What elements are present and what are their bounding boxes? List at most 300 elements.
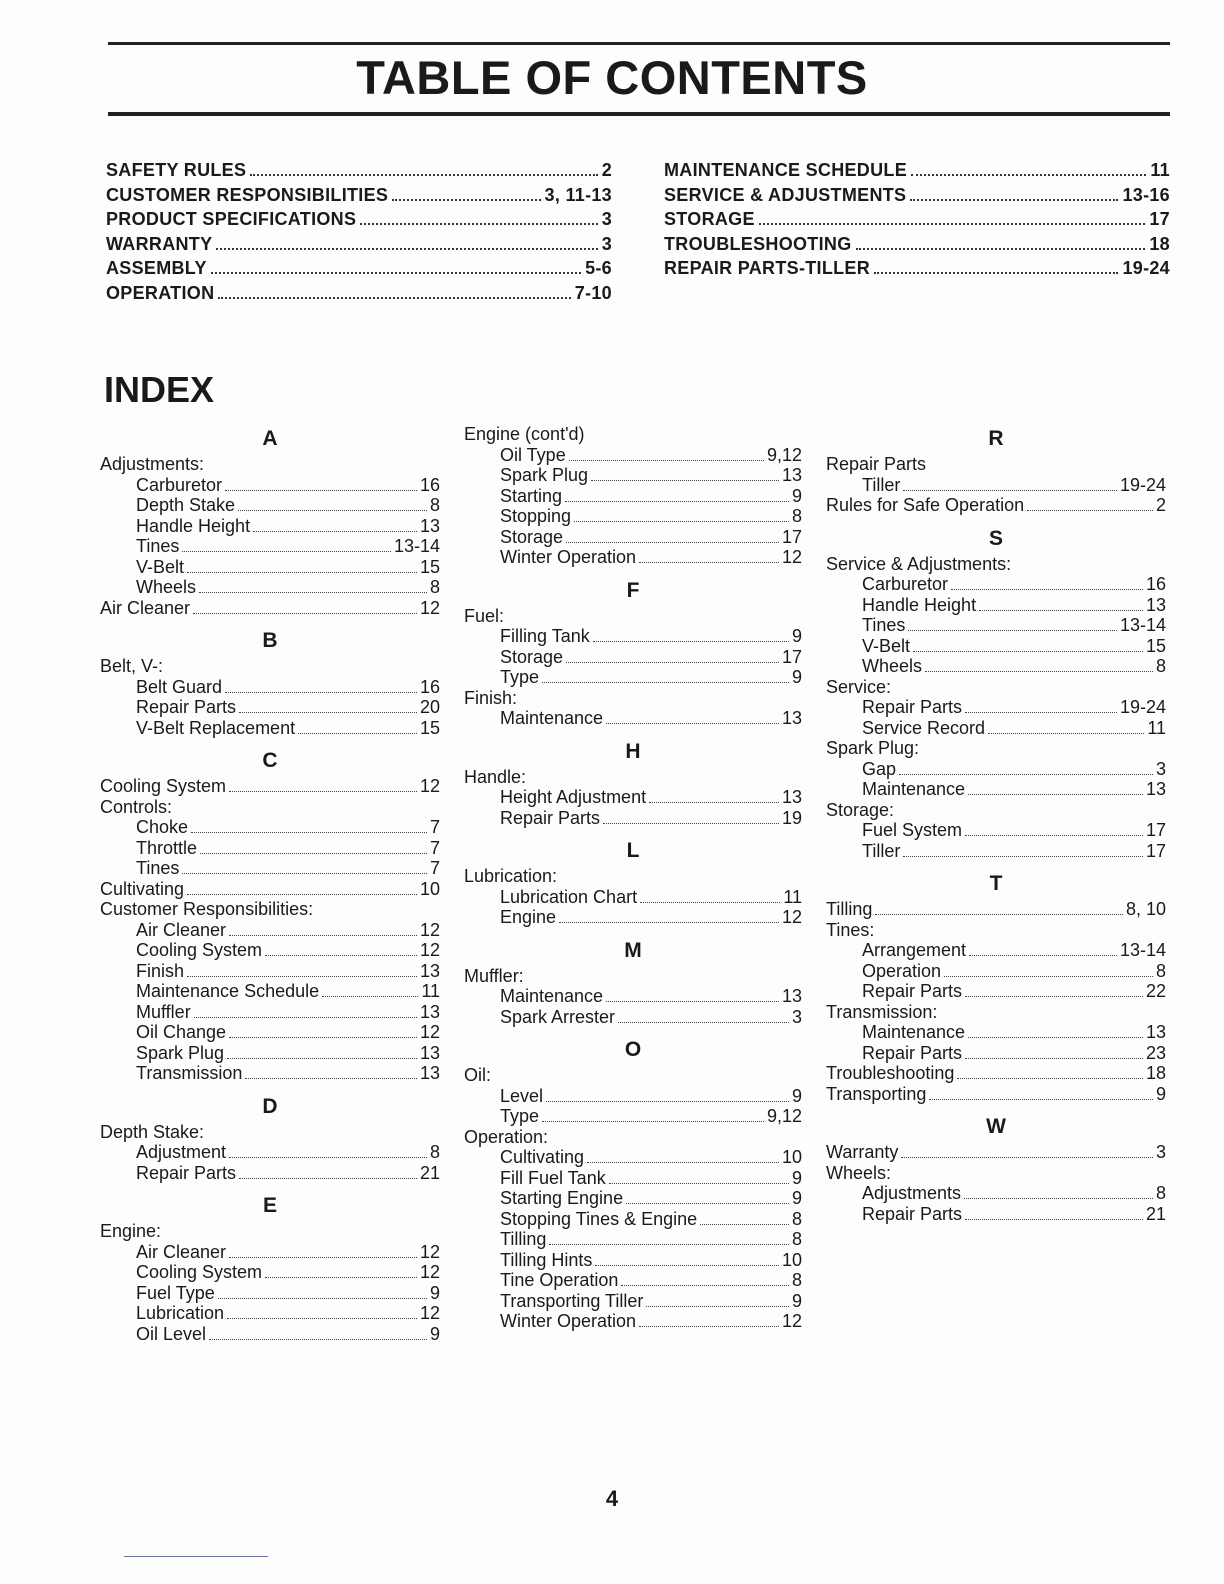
- index-entry-page: 9: [791, 1188, 802, 1208]
- index-entry[interactable]: [100, 776, 440, 797]
- index-entry[interactable]: [826, 1043, 1166, 1064]
- index-entry-page: 3: [791, 1006, 802, 1027]
- dot-leader: [229, 1257, 417, 1258]
- dot-leader: [566, 542, 779, 543]
- index-entry[interactable]: [100, 838, 440, 859]
- index-entry-label: Level: [500, 1085, 544, 1106]
- dot-leader: [965, 835, 1143, 836]
- dot-leader: [911, 174, 1146, 176]
- index-entry[interactable]: [100, 557, 440, 578]
- dot-leader: [606, 723, 779, 724]
- index-entry-label: Handle Height: [862, 594, 977, 615]
- dot-leader: [238, 510, 427, 511]
- index-entry-page: 13: [1145, 1022, 1166, 1042]
- index-entry-label: Arrangement: [862, 940, 967, 960]
- toc-entry-page: 19-24: [1122, 258, 1170, 278]
- index-entry-page: 12: [419, 1262, 440, 1282]
- index-entry-label: Height Adjustment: [500, 787, 647, 807]
- index-entry[interactable]: [100, 1022, 440, 1043]
- toc-entry[interactable]: [106, 283, 612, 308]
- index-entry[interactable]: [464, 1209, 802, 1230]
- index-entry-label: Maintenance Schedule: [136, 981, 320, 1001]
- index-entry[interactable]: [826, 1022, 1166, 1043]
- index-entry[interactable]: [826, 940, 1166, 961]
- index-entry-label: Muffler: [136, 1001, 191, 1022]
- dot-leader: [229, 935, 417, 936]
- index-entry[interactable]: [100, 817, 440, 838]
- index-entry[interactable]: [100, 475, 440, 496]
- index-entry-page: 13: [781, 708, 802, 728]
- dot-leader: [250, 174, 597, 176]
- index-entry-label: Cooling System: [136, 1262, 263, 1282]
- dot-leader: [944, 976, 1153, 977]
- index-entry-page: 13-14: [1119, 940, 1166, 960]
- index-entry-label: Operation: [862, 960, 942, 981]
- index-entry: [464, 767, 802, 788]
- index-entry[interactable]: [826, 1183, 1166, 1204]
- dot-leader: [199, 592, 427, 593]
- index-entry-page: 12: [419, 776, 440, 796]
- index-entry[interactable]: [464, 1188, 802, 1209]
- dot-leader: [609, 1183, 789, 1184]
- dot-leader: [910, 199, 1118, 201]
- index-entry[interactable]: [464, 1311, 802, 1332]
- index-entry[interactable]: [464, 486, 802, 507]
- index-entry[interactable]: [826, 1142, 1166, 1163]
- toc-entry-page: 3: [601, 209, 612, 229]
- index-entry: [100, 1221, 440, 1242]
- index-entry[interactable]: [464, 787, 802, 808]
- dot-leader: [593, 641, 789, 642]
- toc-entry-page: 13-16: [1122, 184, 1170, 205]
- dot-leader: [392, 199, 540, 201]
- index-entry[interactable]: [100, 677, 440, 698]
- index-entry[interactable]: [100, 577, 440, 598]
- index-entry-page: 8: [429, 495, 440, 515]
- index-entry-label: Oil Level: [136, 1323, 207, 1344]
- index-entry[interactable]: [100, 697, 440, 718]
- dot-leader: [649, 802, 779, 803]
- index-entry[interactable]: [464, 986, 802, 1007]
- dot-leader: [227, 1058, 417, 1059]
- index-entry-label: Repair Parts: [136, 1162, 237, 1183]
- index-entry[interactable]: [826, 1204, 1166, 1225]
- toc-entry[interactable]: [106, 234, 612, 259]
- toc-entry[interactable]: [664, 209, 1170, 234]
- index-entry-page: 12: [419, 940, 440, 960]
- index-entry-label: Wheels: [862, 656, 923, 676]
- index-entry-label: Cooling System: [136, 940, 263, 960]
- index-entry[interactable]: [464, 1106, 802, 1127]
- toc-entry[interactable]: [664, 160, 1170, 185]
- index-entry-label: Tines:: [826, 919, 875, 940]
- index-entry-page: 13: [781, 465, 802, 485]
- index-entry-page: 12: [781, 1311, 802, 1331]
- index-entry-page: 8: [791, 1270, 802, 1290]
- dot-leader: [968, 1037, 1143, 1038]
- dot-leader: [621, 1285, 789, 1286]
- index-section-letter: F: [626, 578, 640, 602]
- index-heading: INDEX: [104, 369, 215, 410]
- index-entry[interactable]: [464, 1168, 802, 1189]
- dot-leader: [899, 774, 1153, 775]
- index-entry-label: Cooling System: [100, 776, 227, 796]
- index-entry-label: Fuel System: [862, 820, 963, 840]
- index-entry[interactable]: [100, 1283, 440, 1304]
- top-rule: [108, 42, 1170, 45]
- index-entry-label: Operation:: [464, 1126, 549, 1147]
- index-entry[interactable]: [826, 574, 1166, 595]
- index-entry-label: Oil Change: [136, 1022, 227, 1042]
- index-entry-label: Spark Plug: [136, 1042, 225, 1063]
- index-entry-page: 8: [1155, 1183, 1166, 1203]
- index-entry[interactable]: [464, 1291, 802, 1312]
- index-entry-page: 10: [419, 878, 440, 899]
- toc-right-column: [664, 160, 1170, 283]
- index-entry-label: Storage: [500, 646, 564, 667]
- index-entry[interactable]: [464, 647, 802, 668]
- index-entry-page: 9: [791, 1290, 802, 1311]
- index-entry-label: Transporting Tiller: [500, 1290, 644, 1311]
- dot-leader: [639, 1326, 779, 1327]
- index-entry-label: Carburetor: [862, 574, 949, 594]
- index-entry-page: 9: [429, 1282, 440, 1303]
- index-entry-label: Transmission:: [826, 1001, 938, 1022]
- index-entry[interactable]: [826, 615, 1166, 636]
- index-entry-label: Choke: [136, 817, 189, 837]
- index-entry[interactable]: [100, 718, 440, 739]
- index-entry[interactable]: [100, 858, 440, 879]
- toc-entry[interactable]: [664, 185, 1170, 210]
- index-entry[interactable]: [100, 1063, 440, 1084]
- index-entry-page: 19-24: [1119, 474, 1166, 495]
- index-entry-label: Repair Parts: [862, 1203, 963, 1224]
- toc-entry-label: PRODUCT SPECIFICATIONS: [106, 209, 357, 229]
- dot-leader: [245, 1078, 417, 1079]
- index-entry[interactable]: [464, 667, 802, 688]
- index-entry-label: Warranty: [826, 1142, 899, 1162]
- index-entry[interactable]: [826, 697, 1166, 718]
- index-entry[interactable]: [100, 1303, 440, 1324]
- index-entry-label: Repair Parts: [136, 697, 237, 717]
- index-entry-page: 21: [419, 1162, 440, 1183]
- index-entry-page: 9: [791, 1085, 802, 1106]
- index-entry[interactable]: [826, 1084, 1166, 1105]
- toc-entry-label: ASSEMBLY: [106, 258, 207, 278]
- dot-leader: [969, 955, 1117, 956]
- index-entry-page: 13: [781, 787, 802, 807]
- index-entry-page: 15: [1145, 635, 1166, 656]
- index-entry[interactable]: [100, 920, 440, 941]
- index-section-letter: L: [626, 839, 640, 862]
- index-entry[interactable]: [464, 1250, 802, 1271]
- index-entry[interactable]: [826, 656, 1166, 677]
- index-entry[interactable]: [100, 1324, 440, 1345]
- index-entry[interactable]: [100, 879, 440, 900]
- index-entry[interactable]: [100, 940, 440, 961]
- index-entry-page: 9: [791, 1167, 802, 1188]
- index-section-letter: A: [262, 427, 278, 450]
- index-entry-label: Repair Parts: [500, 807, 601, 828]
- index-entry-page: 17: [1145, 840, 1166, 861]
- index-entry-label: Maintenance: [862, 1022, 966, 1042]
- index-entry-label: Adjustment: [136, 1142, 227, 1162]
- dot-leader: [209, 1339, 427, 1340]
- index-entry[interactable]: [464, 887, 802, 908]
- index-entry: [826, 920, 1166, 941]
- index-entry[interactable]: [100, 536, 440, 557]
- dot-leader: [225, 692, 417, 693]
- dot-leader: [566, 662, 779, 663]
- page-number: 4: [605, 1486, 619, 1511]
- index-entry[interactable]: [826, 820, 1166, 841]
- dot-leader: [1027, 510, 1153, 511]
- index-entry[interactable]: [100, 1002, 440, 1023]
- dot-leader: [542, 682, 789, 683]
- index-entry-page: 20: [419, 697, 440, 717]
- index-entry[interactable]: [100, 516, 440, 537]
- index-entry[interactable]: [100, 961, 440, 982]
- index-entry[interactable]: [826, 1063, 1166, 1084]
- index-entry-label: Troubleshooting: [826, 1063, 955, 1083]
- index-entry[interactable]: [464, 465, 802, 486]
- index-entry-label: Handle Height: [136, 515, 251, 536]
- index-entry[interactable]: [100, 1262, 440, 1283]
- dot-leader: [929, 1099, 1153, 1100]
- dot-leader: [603, 823, 779, 824]
- dot-leader: [908, 630, 1117, 631]
- toc-entry[interactable]: [664, 234, 1170, 259]
- dot-leader: [965, 712, 1117, 713]
- index-entry-label: Tines: [136, 858, 180, 878]
- index-entry-label: Type: [500, 1106, 540, 1126]
- index-entry-label: Service:: [826, 676, 892, 697]
- index-entry-label: Engine (cont'd): [464, 424, 585, 444]
- index-section-letter: H: [625, 739, 641, 763]
- index-entry-label: Air Cleaner: [100, 597, 191, 618]
- index-entry-page: 8: [429, 577, 440, 597]
- index-entry-page: 13: [1145, 779, 1166, 799]
- index-entry-label: Starting Engine: [500, 1188, 624, 1208]
- index-entry[interactable]: [826, 841, 1166, 862]
- dot-leader: [925, 671, 1153, 672]
- index-section-letter: S: [988, 526, 1003, 550]
- index-entry[interactable]: [464, 1086, 802, 1107]
- dot-leader: [618, 1022, 789, 1023]
- index-entry-label: Customer Responsibilities:: [100, 899, 314, 919]
- index-entry[interactable]: [464, 445, 802, 466]
- index-entry-page: 9,12: [766, 444, 802, 465]
- dot-leader: [549, 1244, 789, 1245]
- index-entry[interactable]: [464, 1007, 802, 1028]
- dot-leader: [565, 501, 789, 502]
- index-entry-label: V-Belt: [862, 635, 911, 656]
- index-entry-page: 13: [1145, 594, 1166, 615]
- index-entry[interactable]: [826, 961, 1166, 982]
- index-entry[interactable]: [100, 495, 440, 516]
- index-column-2: [464, 424, 802, 1332]
- dot-leader: [626, 1203, 789, 1204]
- index-entry-label: Lubrication:: [464, 866, 558, 886]
- toc-entry-label: WARRANTY: [106, 233, 213, 254]
- index-entry[interactable]: [826, 759, 1166, 780]
- index-entry-label: Spark Plug:: [826, 738, 920, 758]
- dot-leader: [218, 297, 570, 299]
- index-entry: [464, 1065, 802, 1086]
- index-section-letter: E: [262, 1194, 277, 1217]
- toc-entry-page: 3: [601, 233, 612, 254]
- index-entry-page: 7: [429, 858, 440, 878]
- index-entry-label: Tiller: [862, 840, 901, 861]
- toc-entry-page: 17: [1149, 209, 1170, 229]
- dot-leader: [957, 1078, 1143, 1079]
- index-entry-label: Adjustments:: [100, 454, 205, 474]
- index-entry-label: Handle:: [464, 766, 527, 787]
- index-entry: [100, 454, 440, 475]
- index-entry-page: 10: [781, 1249, 802, 1270]
- dot-leader: [229, 1157, 427, 1158]
- dot-leader: [875, 914, 1123, 915]
- index-entry[interactable]: [464, 547, 802, 568]
- index-entry[interactable]: [464, 808, 802, 829]
- index-entry-label: Storage: [500, 526, 564, 547]
- index-entry[interactable]: [464, 527, 802, 548]
- dot-leader: [265, 955, 417, 956]
- index-entry-label: Controls:: [100, 796, 173, 817]
- index-entry[interactable]: [464, 1270, 802, 1291]
- index-entry[interactable]: [826, 495, 1166, 516]
- index-entry-label: Air Cleaner: [136, 1241, 227, 1262]
- index-entry-label: Starting: [500, 485, 563, 506]
- title-underline: [108, 112, 1170, 116]
- dot-leader: [759, 223, 1146, 225]
- index-entry[interactable]: [100, 1242, 440, 1263]
- index-entry: [100, 899, 440, 920]
- index-entry[interactable]: [464, 708, 802, 729]
- index-entry[interactable]: [826, 475, 1166, 496]
- index-entry-page: 17: [781, 526, 802, 547]
- toc-left-column: [106, 160, 612, 307]
- index-column-1: [100, 424, 440, 1344]
- index-entry-page: 11: [1147, 717, 1166, 738]
- index-entry-page: 13: [419, 1042, 440, 1063]
- index-entry-label: Maintenance: [862, 779, 966, 799]
- dot-leader: [979, 610, 1143, 611]
- toc-entry[interactable]: [664, 258, 1170, 283]
- index-entry[interactable]: [100, 981, 440, 1002]
- index-section-letter: T: [989, 872, 1003, 895]
- index-entry-label: Maintenance: [500, 708, 604, 728]
- toc-entry-label: MAINTENANCE SCHEDULE: [664, 160, 908, 180]
- toc-entry[interactable]: [106, 185, 612, 210]
- index-entry-page: 8: [429, 1142, 440, 1162]
- index-entry-label: Cultivating: [500, 1147, 585, 1167]
- dot-leader: [265, 1277, 417, 1278]
- index-entry[interactable]: [464, 1229, 802, 1250]
- index-entry-page: 12: [419, 919, 440, 940]
- index-entry-label: Stopping: [500, 506, 572, 526]
- index-entry-page: 9,12: [766, 1106, 802, 1126]
- toc-entry[interactable]: [106, 160, 612, 185]
- index-entry-label: Winter Operation: [500, 547, 637, 567]
- index-entry-label: Carburetor: [136, 474, 223, 495]
- index-entry-label: Type: [500, 667, 540, 687]
- index-entry: [464, 966, 802, 987]
- index-entry[interactable]: [464, 506, 802, 527]
- dot-leader: [874, 272, 1118, 274]
- toc-entry-label: SAFETY RULES: [106, 160, 247, 180]
- index-section-letter: B: [262, 629, 278, 652]
- index-entry[interactable]: [826, 779, 1166, 800]
- dot-leader: [194, 1017, 417, 1018]
- index-entry-page: 9: [791, 667, 802, 687]
- toc-entry[interactable]: [106, 258, 612, 283]
- index-entry-page: 19-24: [1119, 697, 1166, 717]
- index-entry-page: 3: [1155, 1142, 1166, 1162]
- index-entry-page: 21: [1145, 1203, 1166, 1224]
- index-entry-label: Repair Parts: [826, 454, 927, 474]
- toc-entry-label: CUSTOMER RESPONSIBILITIES: [106, 184, 389, 205]
- index-entry[interactable]: [826, 718, 1166, 739]
- index-entry: [826, 554, 1166, 575]
- index-entry-label: Tilling: [826, 899, 873, 919]
- index-entry-label: Throttle: [136, 837, 198, 858]
- index-entry: [100, 1122, 440, 1143]
- index-entry-page: 13: [419, 515, 440, 536]
- index-entry[interactable]: [100, 1163, 440, 1184]
- index-entry-label: Service Record: [862, 717, 986, 738]
- index-entry[interactable]: [464, 1147, 802, 1168]
- index-entry[interactable]: [464, 626, 802, 647]
- index-entry-label: Tines: [136, 536, 180, 556]
- dot-leader: [639, 562, 779, 563]
- dot-leader: [229, 1037, 417, 1038]
- toc-entry-page: 5-6: [585, 258, 612, 278]
- toc-entry-label: OPERATION: [106, 282, 215, 303]
- toc-entry[interactable]: [106, 209, 612, 234]
- dot-leader: [595, 1265, 779, 1266]
- index-entry-label: Service & Adjustments:: [826, 553, 1012, 574]
- index-entry[interactable]: [464, 907, 802, 928]
- index-entry[interactable]: [826, 899, 1166, 920]
- index-entry[interactable]: [826, 595, 1166, 616]
- index-entry: [826, 800, 1166, 821]
- index-entry-page: 12: [419, 1303, 440, 1323]
- index-entry-label: Engine: [500, 907, 557, 927]
- dot-leader: [227, 1318, 417, 1319]
- index-entry: [464, 424, 802, 445]
- index-entry-label: Spark Plug: [500, 465, 589, 485]
- index-entry[interactable]: [826, 636, 1166, 657]
- dot-leader: [298, 733, 417, 734]
- index-entry-page: 8: [791, 506, 802, 526]
- index-entry[interactable]: [100, 1043, 440, 1064]
- index-entry-page: 22: [1145, 981, 1166, 1001]
- index-entry-label: Engine:: [100, 1221, 162, 1241]
- index-entry[interactable]: [100, 598, 440, 619]
- index-entry-label: Depth Stake:: [100, 1121, 205, 1142]
- index-entry-page: 12: [781, 547, 802, 567]
- index-entry-label: Cultivating: [100, 878, 185, 899]
- index-entry-page: 8, 10: [1125, 899, 1166, 919]
- dot-leader: [187, 572, 417, 573]
- index-entry-label: Wheels: [136, 577, 197, 597]
- index-entry-page: 13: [781, 986, 802, 1006]
- index-entry[interactable]: [826, 981, 1166, 1002]
- dot-leader: [591, 480, 779, 481]
- index-entry[interactable]: [100, 1142, 440, 1163]
- index-entry-page: 11: [421, 981, 440, 1001]
